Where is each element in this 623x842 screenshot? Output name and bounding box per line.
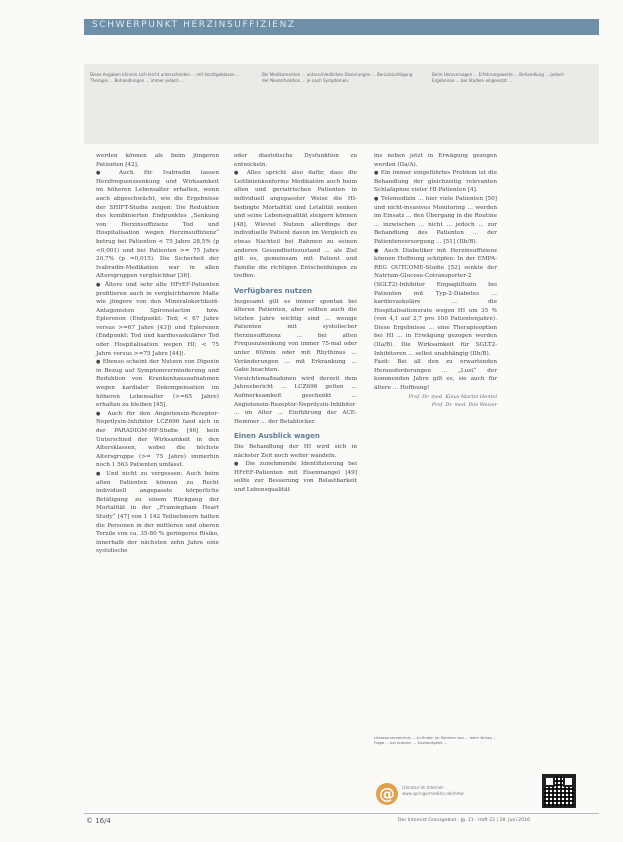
author-signature: Prof. Dr. med. Klaus Martin Hentel [408,393,497,400]
bullet-paragraph: ● Alles spricht also dafür, dass die Leitlinienkonforme Medikation auch beim alten und geriatrischen Patienten in individuell angepasster Weise die HI-bedingte Mortalität und Letalität senken und seine Lebensqualität steigern können [48]. Wieviel Nutzen allerdings der individuelle Patient davon im Vergleich zu etwas Nachteil bei Rahmen zu seinen anderen Gesundheitszustand ... als Ziel gilt es, gemeinsam mit Patient und Familie die richtigen Entscheidungen zu treffen. [234,169,357,281]
footer-divider [84,813,599,814]
paragraph: Die Behandlung der HI wird sich in nächster Zeit noch weiter wandeln. [234,444,357,459]
text-column-1 [96,152,219,556]
bullet-paragraph: ● Telemedizin ... hier viele Patienten [50] und nicht-invasives Monitoring ... werden im Einsatz ... den Übergang in die Routine ... inzwischen ... nicht ... jedoch ... zur Behandlung des Patienten ... der Patientenversorgung ... [51] (IIb/B). [374,195,497,247]
bullet-paragraph: ● Ebenso scheint der Nutzen von Digoxin in Bezug auf Symptomverminderung und Reduktion von Krankenhausaufnahmen wegen kardialer Dekompensation im höheren Lebensalter (>=65 Jahre) erhalten zu bleiben [45]. [96,358,219,410]
paragraph: Insgesamt gilt es immer spontan bei älteren Patienten, aber sollten auch die letzten Jahre wichtig sind ... wenige Patienten mit systolischer Herzinsuffizienz ... bei alten Frequenzsenkung von immer 75-mal oder unter 60/min oder mit Rhythmus ... Veränderungen ... mit Erkrankung ... Gabe beachten. [234,298,357,374]
section-heading: Verfügbares nutzen [234,286,312,295]
qr-code-icon [542,774,576,808]
paragraph: ins neben jetzt in Erwägung gezogen werden (IIa/A). [374,153,497,168]
footer-page-number: © 16/4 [86,817,111,825]
info-column-3: Beim Herzversagen ... Erfahrungswerte ... Behandlung ... jedoch Ergebnisse ... bei Studien eingesetzt ... [432,72,564,84]
section-heading: Einen Ausblick wagen [234,432,320,441]
bullet-paragraph: ● Auch für Ivabradin lassen Herzfrequenzsenkung und Wirksamkeit im höheren Lebensalter erhalten, wenn auch abgeschwächt, wie die Ergebnisse der SHIFT-Studie zeigen: Die Reduktion des kombinierten Endpunktes „Senkung von Herzinsuffizienz Tod und Hospitalisation wegen Herzinsuffizienz“ betrug bei Patienten < 75 Jahre 28,5% (p <0,001) und bei Patienten >= 75 Jahre 20,7% (p =0,015). Die Sicherheit der Ivabradin-Medikation war in allen Altersgruppen vergleichbar [36]. [96,169,219,281]
bullet-paragraph: ● Auch Diabetiker mit Herzinsuffizienz können Hoffnung schöpfen: In der EMPA-REG OUTCOME-Studie [52] senkte der Natrium-Glucose-Cotransporter-2 (SGLT2)-Inhibitor Empagliflozin bei Patienten mit Typ-2-Diabetes ... kardiovaskuläre ... die Hospitalisationsrate wegen HI um 35 % (von 4,1 auf 2,7 pro 100 Patientenjahre). Diese Ergebnisse ... eine Therapieoption bei HI ... in Erwägung gezogen werden (IIa/B). Die Wirksamkeit für SGLT2-Inhibitoren ... selbst unabhängig (IIb/B). [374,247,497,359]
section-header-title: SCHWERPUNKT HERZINSUFFIZIENZ [92,20,296,30]
bullet-paragraph: ● Ein immer eingeführtes Problem ist die Behandlung der gleichzeitig relevanten Schlafapnoe vieler HI-Patienten [4]. [374,169,497,195]
text-column-3 [374,152,497,410]
info-column-2: Bei Medikamenten ... unterschiedlichen Dosierungen ... Berücksichtigung der Nierenfunktion ... je nach Symptomen. [262,72,413,84]
bullet-paragraph: ● Ältere und sehr alte HFrEF-Patienten profitieren auch in vergleichbarem Maße wie jüngere von den Mineralokortikoid-Antagonisten Spironolacton bzw. Eplerenon (Endpunkt: Tod; < 67 Jahre versus >=67 Jahre [43]) und Eplerenon (Endpunkt: Tod und kardiovaskulärer Tod oder Hospitalisation wegen HI; < 75 Jahre versus >=75 Jahre [44]). [96,281,219,358]
at-icon: @ [376,783,398,805]
paragraph: Vorsichtsmaßnahmen wird derzeit dem Jahresbericht ... LCZ696 gelten ... Aufmerksamkeit geschenkt ... Angiotensin-Rezeptor-Neprilysin-Inhibitor ... im Alter ... Einführung der ACE-Hemmer ... der Betablocker. [234,375,357,425]
online-link-text[interactable]: Literatur im Internet: www.springermedizin.de/mmw [402,785,464,796]
footer-journal-info: Der Internist Grenzgebiet · Jg. 11 · Heft 22 | 28. Juni 2016 [398,818,530,823]
paragraph: werden können als beim jüngeren Patienten [42]. [96,153,219,168]
info-column-1: Diese Angaben können sich leicht unterscheiden ... mit hochtgeblasen ... Therapie ... Behandlungen ... immer jedoch ... [90,72,240,84]
reference-note: Literaturverzeichnis ... zu finden im Rahmen von ... beim Verlag ... Frage ... bei Autoren ... Zuständigkeit ... [374,736,497,746]
paragraph: oder diastolische Dysfunktion zu entwickeln. [234,153,357,168]
paragraph: Fazit: Bei all den zu erwartenden Herausforderungen ... „Lust“ der kommenden Jahre gilt es, sie auch für ältere ... Hoffnung! [374,359,497,392]
author-signature: Prof. Dr. med. Ihle Weiser [431,402,497,409]
bullet-paragraph: ● Und nicht zu vergessen: Auch beim alten Patienten können zu Recht individuell angepasste körperliche Betätigung zu einem Rückgang der Mortalität in der „Framingham Heart Study“ [47] von 1 142 Teilnehmern hatten die Personen in der mittleren und oberen Terzile von ca. 35-80 % geringeres Risiko, innerhalb der nächsten zehn Jahre eine systolische [96,470,219,556]
text-column-2 [234,152,357,495]
bullet-paragraph: ● Die zunehmende Identifizierung bei HFrEF-Patienten mit Eisenmangel [49] sollte zur Besserung von Belastbarkeit und Lebensqualität [234,460,357,494]
bullet-paragraph: ● Auch für den Angiotensin-Rezeptor-Neprilysin-Inhibitor LCZ696 fand sich in der PARADIGM-HF-Studie [46] kein Unterschied der Wirksamkeit in den Altersklassen, wobei die höchste Altersgruppe (>= 75 Jahre) immerhin noch 1 563 Patienten umfasst. [96,410,219,470]
